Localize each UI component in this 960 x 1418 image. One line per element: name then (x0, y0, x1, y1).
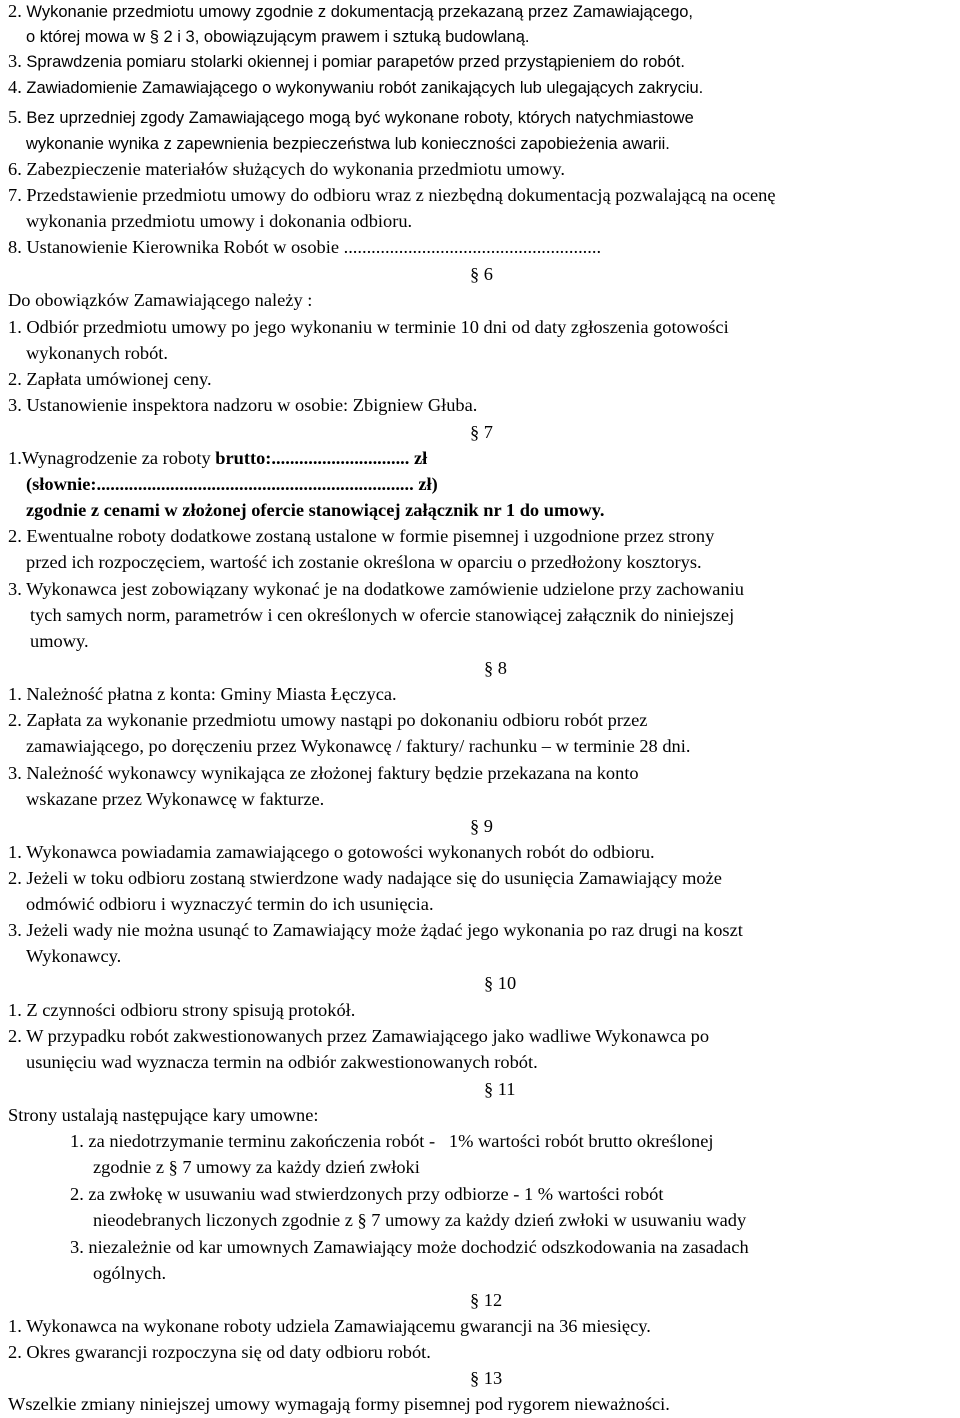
item-text: Sprawdzenia pomiaru stolarki okiennej i pomiar parapetów przed przystąpieniem do robót. (26, 53, 685, 71)
item-text: Przedstawienie przedmiotu umowy do odbioru wraz z niezbędną dokumentacją pozwalającą na ocenę (26, 185, 776, 205)
item-number: 3. (8, 395, 22, 415)
item-text: o której mowa w § 2 i 3, obowiązującym prawem i sztuką budowlaną. (26, 28, 530, 46)
item-number: 7. (8, 185, 22, 205)
list-item (8, 314, 729, 340)
list-item (30, 602, 734, 628)
item-number: 2. (8, 1342, 22, 1362)
list-item (8, 234, 601, 260)
list-item (8, 1313, 651, 1339)
item-text: Odbiór przedmiotu umowy po jego wykonaniu w terminie 10 dni od daty zgłoszenia gotowości (26, 317, 729, 337)
item-number: 2. (8, 1026, 22, 1046)
remuneration-line (8, 445, 427, 471)
section-heading: § 8 (484, 658, 507, 678)
list-item (8, 366, 212, 392)
list-item (8, 681, 397, 707)
list-item (8, 1339, 431, 1365)
list-item (8, 523, 714, 549)
section-heading: § 12 (470, 1290, 503, 1310)
item-number: 1. (8, 317, 22, 337)
list-item (93, 1154, 420, 1180)
item-text: odmówić odbioru i wyznaczyć termin do ich usunięcia. (26, 894, 434, 914)
item-text: Ewentualne roboty dodatkowe zostaną ustalone w formie pisemnej i uzgodnione przez strony (26, 526, 715, 546)
list-item (70, 1128, 713, 1154)
item-text: Wykonanie przedmiotu umowy zgodnie z dokumentacją przekazaną przez Zamawiającego, (26, 3, 694, 21)
item-text: Zawiadomienie Zamawiającego o wykonywaniu robót zanikających lub ulegających zakryciu. (26, 79, 704, 97)
item-number: 8. (8, 237, 22, 257)
item-text: Jeżeli w toku odbioru zostaną stwierdzone wady nadające się do usunięcia Zamawiający może (26, 868, 722, 888)
remuneration-amount: brutto:.............................. zł (215, 448, 428, 468)
item-number: 3. (8, 579, 22, 599)
item-number: 3. (8, 763, 22, 783)
list-item (30, 628, 89, 654)
item-text: Jeżeli wady nie można usunąć to Zamawiający może żądać jego wykonania po raz drugi na koszt (26, 920, 743, 940)
item-text: wykonanych robót. (26, 343, 168, 363)
list-item (8, 707, 647, 733)
item-text: Należność płatna z konta: Gminy Miasta Łęczyca. (26, 684, 397, 704)
list-item (26, 340, 168, 366)
item-text: tych samych norm, parametrów i cen określonych w ofercie stanowiącej załącznik do niniejszej (30, 605, 735, 625)
item-number: 1. (8, 684, 22, 704)
list-item (8, 1023, 709, 1049)
section-heading: § 10 (484, 973, 517, 993)
item-number: 3. (70, 1237, 84, 1257)
section-heading: § 6 (470, 264, 493, 284)
item-text: Zabezpieczenie materiałów służących do wykonania przedmiotu umowy. (26, 159, 565, 179)
item-text: Wykonawca jest zobowiązany wykonać je na dodatkowe zamówienie udzielone przy zachowaniu (26, 579, 744, 599)
item-number: 2. (8, 1, 22, 21)
section-heading: § 7 (470, 422, 493, 442)
list-item (93, 1207, 746, 1233)
list-item (70, 1234, 749, 1260)
list-item (8, 760, 639, 786)
list-item (26, 23, 529, 49)
item-text: Wykonawca powiadamia zamawiającego o gotowości wykonanych robót do odbioru. (26, 842, 655, 862)
item-number: 1. (8, 1000, 22, 1020)
item-text: za niedotrzymanie terminu zakończenia robót - 1% wartości robót brutto określonej (88, 1131, 714, 1151)
item-text: Z czynności odbioru strony spisują protokół. (26, 1000, 356, 1020)
item-text: niezależnie od kar umownych Zamawiający może dochodzić odszkodowania na zasadach (88, 1237, 749, 1257)
list-item (8, 48, 685, 74)
item-text: zgodnie z § 7 umowy za każdy dzień zwłoki (93, 1157, 420, 1177)
list-item (8, 865, 722, 891)
item-number: 3. (8, 51, 22, 71)
item-text: usunięciu wad wyznacza termin na odbiór zakwestionowanych robót. (26, 1052, 538, 1072)
item-text: wykonania przedmiotu umowy i dokonania odbioru. (26, 211, 413, 231)
item-text: W przypadku robót zakwestionowanych przez Zamawiającego jako wadliwe Wykonawca po (26, 1026, 710, 1046)
item-text: Wykonawcy. (26, 946, 122, 966)
remuneration-label: 1.Wynagrodzenie za roboty (8, 448, 216, 468)
list-item (93, 1260, 166, 1286)
amount-in-words: (słownie:..................................................................... zł) (26, 474, 438, 494)
closing-clause: Wszelkie zmiany niniejszej umowy wymagają formy pisemnej pod rygorem nieważności. (8, 1394, 670, 1414)
list-item (8, 997, 355, 1023)
list-item (26, 943, 121, 969)
list-item (8, 104, 694, 130)
section-heading: § 11 (484, 1079, 516, 1099)
item-number: 6. (8, 159, 22, 179)
list-item (70, 1181, 663, 1207)
item-text: umowy. (30, 631, 89, 651)
item-number: 3. (8, 920, 22, 940)
item-text: nieodebranych liczonych zgodnie z § 7 umowy za każdy dzień zwłoki w usuwaniu wady (93, 1210, 747, 1230)
item-text: Ustanowienie Kierownika Robót w osobie ........................................................ (26, 237, 602, 257)
list-item (8, 156, 565, 182)
item-number: 2. (8, 369, 22, 389)
list-item (8, 917, 743, 943)
item-number: 5. (8, 107, 22, 127)
item-text: ogólnych. (93, 1263, 167, 1283)
item-text: Należność wykonawcy wynikająca ze złożonej faktury będzie przekazana na konto (26, 763, 639, 783)
item-number: 1. (8, 842, 22, 862)
item-text: Bez uprzedniej zgody Zamawiającego mogą być wykonane roboty, których natychmiastowe (26, 109, 694, 127)
price-basis: zgodnie z cenami w złożonej ofercie stanowiącej załącznik nr 1 do umowy. (26, 500, 605, 520)
list-item (8, 182, 776, 208)
item-text: Ustanowienie inspektora nadzoru w osobie: Zbigniew Głuba. (26, 395, 478, 415)
list-item (26, 549, 702, 575)
item-text: wykonanie wynika z zapewnienia bezpieczeństwa lub konieczności zapobieżenia awarii. (26, 135, 670, 153)
item-text: przed ich rozpoczęciem, wartość ich zostanie określona w oparciu o przedłożony kosztorys. (26, 552, 702, 572)
list-item (8, 839, 655, 865)
item-text: zamawiającego, po doręczeniu przez Wykonawcę / faktury/ rachunku – w terminie 28 dni. (26, 736, 691, 756)
item-number: 1. (70, 1131, 84, 1151)
list-item (8, 74, 703, 100)
item-text: Zapłata za wykonanie przedmiotu umowy nastąpi po dokonaniu odbioru robót przez (26, 710, 648, 730)
item-number: 2. (8, 710, 22, 730)
list-item (26, 891, 434, 917)
item-number: 2. (8, 868, 22, 888)
list-item (8, 0, 693, 24)
section-intro: Do obowiązków Zamawiającego należy : (8, 290, 313, 310)
item-text: Wykonawca na wykonane roboty udziela Zamawiającemu gwarancji na 36 miesięcy. (26, 1316, 651, 1336)
section-intro: Strony ustalają następujące kary umowne: (8, 1105, 319, 1125)
list-item (26, 733, 690, 759)
list-item (26, 130, 670, 156)
list-item (26, 1049, 538, 1075)
item-number: 2. (8, 526, 22, 546)
item-text: wskazane przez Wykonawcę w fakturze. (26, 789, 325, 809)
section-heading: § 9 (470, 816, 493, 836)
list-item (26, 208, 412, 234)
section-heading: § 13 (470, 1368, 503, 1388)
list-item (26, 786, 324, 812)
item-text: Okres gwarancji rozpoczyna się od daty odbioru robót. (26, 1342, 431, 1362)
item-number: 4. (8, 77, 22, 97)
item-number: 1. (8, 1316, 22, 1336)
item-text: za zwłokę w usuwaniu wad stwierdzonych przy odbiorze - 1 % wartości robót (88, 1184, 664, 1204)
list-item (8, 576, 744, 602)
item-text: Zapłata umówionej ceny. (26, 369, 212, 389)
list-item (8, 392, 477, 418)
item-number: 2. (70, 1184, 84, 1204)
